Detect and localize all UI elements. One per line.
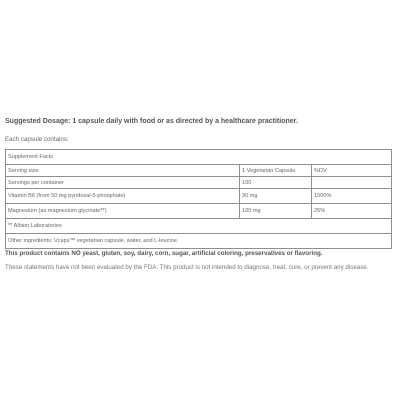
table-footnote: ** Albion Laboratories — [6, 219, 392, 234]
suggested-dosage — [5, 118, 397, 125]
table-row — [6, 204, 392, 219]
row-name: Servings per container — [6, 177, 240, 189]
table-header-row — [6, 165, 392, 177]
header-amount: 1 Vegetarian Capsule — [240, 165, 312, 177]
row-dv: 1500% — [312, 189, 392, 204]
table-row — [6, 189, 392, 204]
table-heading-row — [6, 150, 392, 165]
supplement-facts-table — [5, 149, 392, 249]
free-from-statement: This product contains NO yeast, gluten, soy, dairy, corn, sugar, artificial coloring, preservatives or flavoring. — [5, 250, 323, 257]
header-serving-size: Serving size — [6, 165, 240, 177]
table-other-ingredients-row — [6, 234, 392, 249]
dosage-label: Suggested Dosage: — [5, 118, 71, 125]
table-footnote-row — [6, 219, 392, 234]
table-heading: Supplement Facts — [6, 150, 392, 165]
table-row — [6, 177, 392, 189]
row-dv: 25% — [312, 204, 392, 219]
row-dv — [312, 177, 392, 189]
each-capsule-contains: Each capsule contains: — [5, 136, 69, 143]
dosage-text: 1 capsule daily with food or as directed by a healthcare practitioner. — [72, 118, 298, 125]
row-amount: 30 mg — [240, 189, 312, 204]
fda-disclaimer: These statements have not been evaluated by the FDA. This product is not intended to diagnose, treat, cure, or prevent any disease. — [5, 264, 369, 271]
row-name: Magnesium (as magnesium glycinate**) — [6, 204, 240, 219]
other-ingredients: Other ingredients: Vcaps™ vegetarian capsule, water, and L-leucine. — [6, 234, 392, 249]
row-name: Vitamin B6 (from 50 mg pyridoxal-5-phosphate) — [6, 189, 240, 204]
row-amount: 100 — [240, 177, 312, 189]
row-amount: 100 mg — [240, 204, 312, 219]
header-dv: %DV — [312, 165, 392, 177]
